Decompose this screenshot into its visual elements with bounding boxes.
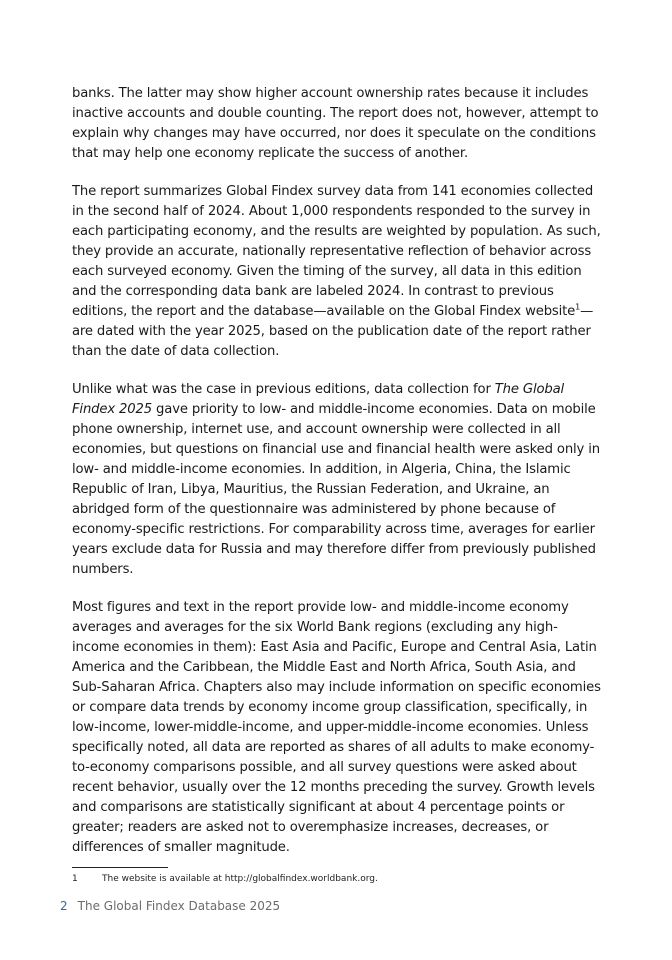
paragraph-3-text-continued: gave priority to low- and middle-income economies. Data on mobile phone ownership, internet use, and account ownership were collected in all economies, but questions on financial use and financial health were asked only in low- and middle-income economies. In addition, in Algeria, China, the Islamic Republic of Iran, Libya, Mauritius, the Russian Federation, and Ukraine, an abridged form of the questionnaire was administered by phone because of economy-specific restrictions. For comparability across time, averages for earlier years exclude data for Russia and may therefore differ from previously published numbers. [72,402,600,577]
body-text [72,84,602,876]
paragraph-2 [72,182,602,362]
footnote-reference[interactable]: 1 [575,302,581,312]
paragraph-2-text-continued: —are dated with the year 2025, based on the publication date of the report rather than the date of data collection. [72,304,594,359]
publication-title: The Global Findex 2025 [72,382,565,417]
footnote [72,873,378,885]
footnote-text: The website is available at http://globalfindex.worldbank.org. [102,874,378,884]
footnote-divider [72,867,168,868]
footnote-number: 1 [72,874,78,884]
paragraph-1: banks. The latter may show higher account ownership rates because it includes inactive accounts and double counting. The report does not, however, attempt to explain why changes may have occurred, nor does it speculate on the conditions that may help one economy replicate the success of another. [72,86,599,161]
paragraph-2-text: The report summarizes Global Findex survey data from 141 economies collected in the second half of 2024. About 1,000 respondents responded to the survey in each participating economy, and the results are weighted by population. As such, they provide an accurate, nationally representative reflection of behavior across each surveyed economy. Given the timing of the survey, all data in this edition and the corresponding data bank are labeled 2024. In contrast to previous editions, the report and the database—available on the Global Findex website [72,184,601,319]
page-number: 2 [60,899,68,913]
running-title: The Global Findex Database 2025 [77,899,281,913]
page-footer [60,898,280,914]
paragraph-3-text: Unlike what was the case in previous editions, data collection for [72,382,495,397]
paragraph-3 [72,380,602,580]
paragraph-4: Most figures and text in the report provide low- and middle-income economy averages and averages for the six World Bank regions (excluding any high-income economies in them): East Asia and Pacific, Europe and Central Asia, Latin America and the Caribbean, the Middle East and North Africa, South Asia, and Sub-Saharan Africa. Chapters also may include information on specific economies or compare data trends by economy income group classification, specifically, in low-income, lower-middle-income, and upper-middle-income economies. Unless specifically noted, all data are reported as shares of all adults to make economy-to-economy comparisons possible, and all survey questions were asked about recent behavior, usually over the 12 months preceding the survey. Growth levels and comparisons are statistically significant at about 4 percentage points or greater; readers are asked not to overemphasize increases, decreases, or differences of smaller magnitude. [72,600,601,855]
